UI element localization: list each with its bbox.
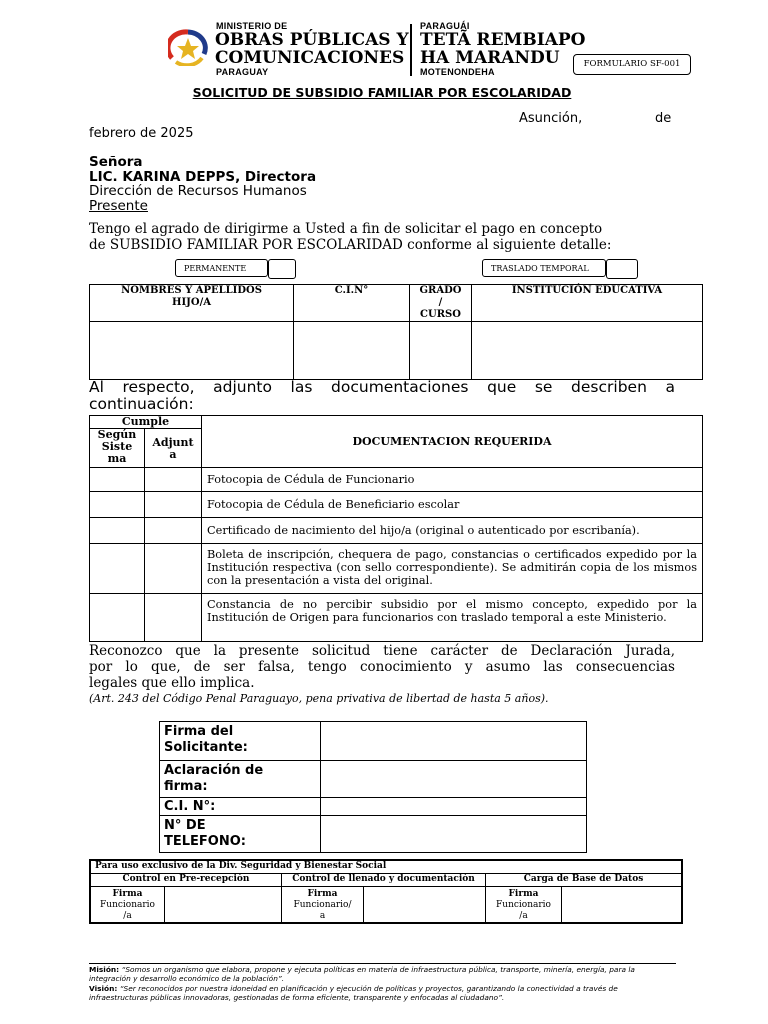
footer-mision bbox=[89, 965, 679, 983]
docs-row bbox=[90, 518, 703, 544]
child-cin-field[interactable] bbox=[294, 322, 410, 380]
attach-line1: Al respecto, adjunto las documentaciones que se describen a bbox=[89, 378, 675, 396]
docs-row-adjunta-check[interactable] bbox=[145, 492, 202, 518]
docs-row-adjunta-check[interactable] bbox=[145, 468, 202, 492]
guarani-line2: HA MARANDU bbox=[420, 48, 560, 68]
declaration-line3: legales que ello implica. bbox=[89, 675, 255, 691]
ci-field[interactable] bbox=[321, 798, 587, 816]
child-grado-field[interactable] bbox=[410, 322, 472, 380]
place-label: Asunción, bbox=[519, 111, 583, 126]
legal-note: (Art. 243 del Código Penal Paraguayo, pena privativa de libertad de hasta 5 años). bbox=[89, 692, 549, 705]
firma-field[interactable] bbox=[321, 722, 587, 761]
recipient-block bbox=[89, 155, 316, 213]
recipient-name: LIC. KARINA DEPPS, Directora bbox=[89, 168, 317, 185]
exclusive-func3-field[interactable] bbox=[562, 886, 683, 923]
place-de-label: de bbox=[655, 111, 672, 126]
exclusive-col-carga: Carga de Base de Datos bbox=[486, 873, 683, 886]
exclusive-col-llenado: Control de llenado y documentación bbox=[282, 873, 486, 886]
child-table bbox=[89, 284, 703, 380]
guarani-small: PARAGUÁI bbox=[420, 21, 470, 31]
ministry-country: PARAGUAY bbox=[216, 67, 269, 77]
ci-label: C.I. N°: bbox=[160, 798, 321, 816]
child-col-institucion: INSTITUCIÓN EDUCATIVA bbox=[472, 285, 703, 322]
docs-table bbox=[89, 415, 703, 642]
child-name-field[interactable] bbox=[90, 322, 294, 380]
recipient-department: Dirección de Recursos Humanos bbox=[89, 183, 307, 199]
docs-row bbox=[90, 492, 703, 518]
exclusive-func2-field[interactable] bbox=[364, 886, 486, 923]
footer-vision bbox=[89, 984, 679, 1002]
docs-row bbox=[90, 594, 703, 642]
recipient-presente: Presente bbox=[89, 197, 148, 214]
docs-row-segun-check[interactable] bbox=[90, 492, 145, 518]
docs-row-segun-check[interactable] bbox=[90, 544, 145, 594]
docs-cumple-header: Cumple bbox=[90, 416, 202, 429]
docs-row-adjunta-check[interactable] bbox=[145, 594, 202, 642]
child-col-name: NOMBRES Y APELLIDOS HIJO/A bbox=[90, 285, 294, 322]
mision-label: Misión: bbox=[89, 965, 120, 974]
date-line: febrero de 2025 bbox=[89, 126, 194, 141]
docs-adjunta-header: Adjunt a bbox=[145, 429, 202, 468]
option-permanente-checkbox[interactable] bbox=[268, 259, 296, 279]
exclusive-func3-label: Firma Funcionario /a bbox=[486, 886, 562, 923]
docs-row bbox=[90, 544, 703, 594]
mision-text: “Somos un organismo que elabora, propone y ejecuta políticas en materia de infraestructura pública, transporte, minería, energía, para la integración y desarrollo económico de la población”. bbox=[89, 965, 635, 983]
page-title: SOLICITUD DE SUBSIDIO FAMILIAR POR ESCOLARIDAD bbox=[192, 85, 572, 100]
declaration-paragraph bbox=[89, 643, 675, 691]
telefono-field[interactable] bbox=[321, 816, 587, 853]
exclusive-use-table bbox=[89, 859, 683, 924]
docs-required-header: DOCUMENTACION REQUERIDA bbox=[202, 416, 703, 468]
ministry-line2: COMUNICACIONES bbox=[215, 48, 405, 68]
signature-table bbox=[159, 721, 587, 853]
firma-label: Firma del Solicitante: bbox=[160, 722, 321, 761]
header-divider bbox=[410, 24, 412, 76]
option-traslado-checkbox[interactable] bbox=[606, 259, 638, 279]
vision-text: “Ser reconocidos por nuestra idoneidad en planificación y ejecución de políticas y proyectos, garantizando la conectividad a través de infraestructuras públicas innovadoras, gestionadas de forma eficiente, transparente y enfocadas al ciudadano”. bbox=[89, 984, 618, 1002]
ministry-seal-icon bbox=[168, 28, 208, 66]
exclusive-func1-field[interactable] bbox=[165, 886, 282, 923]
docs-row-segun-check[interactable] bbox=[90, 518, 145, 544]
attach-line2: continuación: bbox=[89, 395, 194, 413]
vision-label: Visión: bbox=[89, 984, 118, 993]
exclusive-col-prerecepcion: Control en Pre-recepción bbox=[90, 873, 282, 886]
telefono-label: N° DE TELEFONO: bbox=[160, 816, 321, 853]
option-traslado-label: TRASLADO TEMPORAL bbox=[482, 259, 606, 277]
docs-row-segun-check[interactable] bbox=[90, 594, 145, 642]
docs-row-text: Boleta de inscripción, chequera de pago, constancias o certificados expedido por la Institución respectiva (con sello correspondiente). Se admitirán copia de los mismos con la presentación a vista del original. bbox=[202, 544, 703, 594]
child-institucion-field[interactable] bbox=[472, 322, 703, 380]
option-permanente-label: PERMANENTE bbox=[175, 259, 268, 277]
ministry-small: MINISTERIO DE bbox=[216, 21, 288, 31]
child-col-grado: GRADO / CURSO bbox=[410, 285, 472, 322]
intro-line2: de SUBSIDIO FAMILIAR POR ESCOLARIDAD conforme al siguiente detalle: bbox=[89, 237, 612, 253]
docs-segun-header: Según Siste ma bbox=[90, 429, 145, 468]
docs-row-text: Certificado de nacimiento del hijo/a (original o autenticado por escribanía). bbox=[202, 518, 703, 544]
recipient-greeting: Señora bbox=[89, 154, 143, 170]
form-code-box: FORMULARIO SF-001 bbox=[573, 54, 691, 75]
aclaracion-field[interactable] bbox=[321, 761, 587, 798]
ministry-line1: OBRAS PÚBLICAS Y bbox=[215, 30, 409, 50]
docs-row-text: Fotocopia de Cédula de Funcionario bbox=[202, 468, 703, 492]
footer-divider bbox=[89, 963, 676, 964]
child-col-cin: C.I.N° bbox=[294, 285, 410, 322]
exclusive-func1-label: Firma Funcionario /a bbox=[90, 886, 165, 923]
exclusive-use-title: Para uso exclusivo de la Div. Seguridad y Bienestar Social bbox=[90, 860, 682, 873]
attach-paragraph bbox=[89, 379, 675, 413]
docs-row-adjunta-check[interactable] bbox=[145, 518, 202, 544]
header bbox=[0, 0, 768, 82]
docs-row-text: Fotocopia de Cédula de Beneficiario escolar bbox=[202, 492, 703, 518]
docs-row-adjunta-check[interactable] bbox=[145, 544, 202, 594]
docs-row-segun-check[interactable] bbox=[90, 468, 145, 492]
declaration-line2: por lo que, de ser falsa, tengo conocimiento y asumo las consecuencias bbox=[89, 659, 675, 675]
guarani-sub: MOTENONDEHA bbox=[420, 67, 495, 77]
docs-row-text: Constancia de no percibir subsidio por el mismo concepto, expedido por la Institución de Origen para funcionarios con traslado temporal a este Ministerio. bbox=[202, 594, 703, 642]
declaration-line1: Reconozco que la presente solicitud tiene carácter de Declaración Jurada, bbox=[89, 643, 675, 659]
exclusive-func2-label: Firma Funcionario/ a bbox=[282, 886, 364, 923]
intro-line1: Tengo el agrado de dirigirme a Usted a fin de solicitar el pago en concepto bbox=[89, 221, 603, 237]
intro-paragraph bbox=[89, 221, 611, 253]
aclaracion-label: Aclaración de firma: bbox=[160, 761, 321, 798]
guarani-line1: TETÃ REMBIAPO bbox=[420, 30, 586, 50]
docs-row bbox=[90, 468, 703, 492]
